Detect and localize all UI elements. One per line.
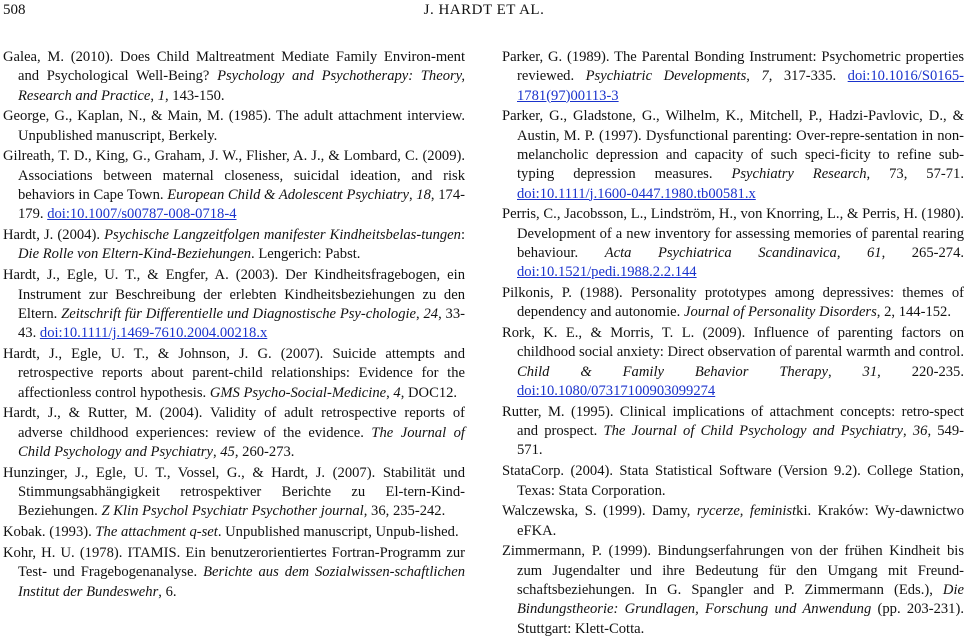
ref-text: ,	[836, 244, 867, 261]
ref-authors-text: Hardt, J. (2004).	[3, 227, 105, 244]
ref-volume-italic: 61	[866, 244, 882, 261]
ref-volume-italic: 24	[423, 305, 439, 322]
ref-title-italic: Journal of Personality Disorders	[683, 304, 877, 321]
ref-text: ,	[386, 384, 394, 401]
ref-title-italic: rycerze, feminist	[696, 503, 797, 520]
reference-entry	[502, 324, 964, 401]
ref-authors-text: Parker, G. (1989). The Parental Bonding Instrument: Psychometric properties reviewed.	[502, 49, 964, 85]
ref-pages: , 317-335.	[768, 68, 848, 85]
ref-text: ,	[416, 305, 424, 322]
ref-title-italic: Child & Family Behavior Therapy	[517, 363, 828, 380]
ref-pages: , 265-274.	[881, 244, 965, 261]
ref-authors-text: Perris, C., Jacobsson, L., Lindström, H., von Knorring, L., & Perris, H. (1980). Development of a new inventory for assessing memories of parental rearing behaviour.	[502, 206, 964, 261]
ref-authors-text: Hardt, J., Egle, U. T., & Engfer, A. (2003). Der Kindheitsfragebogen, ein Instrument zur Beschreibung der erlebten Kindheitsbeziehungen zu den Eltern.	[3, 267, 465, 322]
ref-text: ,	[150, 87, 158, 104]
page-header	[0, 2, 968, 24]
ref-text: ,	[363, 503, 372, 520]
ref-title-italic: Zeitschrift für Differentielle und Diagnostische Psy-chologie	[61, 305, 417, 322]
reference-entry	[502, 284, 964, 323]
doi-link[interactable]: doi:10.1111/j.1469-7610.2004.00218.x	[39, 325, 268, 342]
ref-authors-text: Parker, G., Gladstone, G., Wilhelm, K., Mitchell, P., Hadzi-Pavlovic, D., & Austin, M. P. (1997). Dysfunctional parenting: Over-repre-sentation in non-melancholic depression and capacity of such speci-ficity to refine sub-typing depression measures.	[502, 108, 964, 183]
ref-volume-italic: 18	[416, 187, 431, 204]
reference-entry	[3, 107, 465, 146]
ref-authors-text: Rutter, M. (1995). Clinical implications of attachment concepts: retro-spect and prospect.	[502, 403, 964, 440]
ref-title-italic: GMS Psycho-Social-Medicine	[209, 384, 387, 401]
ref-pages: , DOC12.	[400, 384, 458, 401]
left-column	[3, 48, 465, 603]
ref-text: ki. Kraków: Wy-dawnictwo eFKA.	[517, 503, 964, 539]
ref-authors-text: Kobak. (1993).	[3, 524, 96, 541]
ref-title-italic: Psychology and Psychotherapy: Theory, Research and Practice	[18, 68, 465, 104]
ref-title-italic: Berichte aus dem Sozialwissen-schaftlichen Institut der Bundeswehr	[18, 564, 465, 600]
doi-link[interactable]: doi:10.1016/S0165-1781(97)00113-3	[517, 68, 965, 104]
ref-pages: 73, 57-71.	[889, 166, 964, 183]
ref-pages: , 6.	[158, 583, 177, 600]
ref-authors-text: Hunzinger, J., Egle, U. T., Vossel, G., & Hardt, J. (2007). Stabilität und Stimmungsabhängigkeit retrospektiver Berichte zu El-tern-Kind-Beziehungen.	[3, 464, 465, 520]
ref-volume-italic: Die Rolle von Eltern-Kind-Beziehungen	[18, 246, 252, 263]
right-column	[502, 48, 964, 640]
reference-entry	[3, 345, 465, 403]
reference-entry	[502, 48, 964, 106]
doi-link[interactable]: doi:10.1521/pedi.1988.2.2.144	[517, 264, 697, 281]
ref-volume-italic: 45	[220, 443, 235, 460]
reference-entry	[3, 147, 465, 224]
running-title: J. HARDT ET AL.	[423, 2, 545, 18]
ref-volume-italic: 36	[912, 423, 928, 440]
reference-entry	[3, 523, 465, 542]
ref-text: (pp. 203-231). Stuttgart: Klett-Cotta.	[517, 601, 964, 637]
page-number: 508	[3, 2, 26, 18]
ref-text: ,	[866, 166, 890, 183]
ref-authors-text: Kohr, H. U. (1978). ITAMIS. Ein benutzerorientiertes Fortran-Programm zur Test- und Fragebogenanalyse.	[3, 544, 465, 581]
ref-pages: . Lengerich: Pabst.	[251, 246, 361, 263]
ref-text: ,	[876, 304, 885, 321]
ref-authors-text: Hardt, J., Egle, U. T., & Johnson, J. G. (2007). Suicide attempts and retrospective reports about parent-child relationships: Evidence for the affectionless control hypothesis.	[3, 345, 465, 401]
reference-entry	[502, 462, 964, 501]
ref-volume-italic: 1	[157, 87, 165, 104]
ref-pages: 2, 144-152.	[884, 304, 951, 321]
ref-title-italic: The Journal of Child Psychology and Psychiatry	[603, 423, 904, 440]
ref-volume-italic: 31	[862, 363, 878, 380]
ref-pages: , 174-179.	[18, 187, 465, 223]
ref-authors-text: Rork, K. E., & Morris, T. L. (2009). Influence of parenting factors on childhood social anxiety: Direct observation of parental warmth and control.	[502, 325, 964, 361]
ref-title-italic: European Child & Adolescent Psychiatry	[167, 187, 409, 204]
doi-link[interactable]: doi:10.1007/s00787-008-0718-4	[47, 206, 237, 223]
reference-entry	[502, 403, 964, 461]
reference-entry	[502, 502, 964, 541]
reference-entry	[3, 226, 465, 265]
ref-volume-italic: 4	[393, 384, 401, 401]
ref-pages: . Unpublished manuscript, Unpub-lished.	[217, 524, 459, 541]
ref-pages: , 143-150.	[164, 87, 225, 104]
ref-pages: , 220-235.	[877, 363, 965, 380]
ref-text: ,	[408, 187, 417, 204]
ref-title-italic: Psychiatry Research	[731, 166, 867, 183]
ref-authors-text: Hardt, J., & Rutter, M. (2004). Validity of adult retrospective reports of adverse childhood experiences: review of the evidence.	[3, 405, 465, 441]
ref-title-italic: Psychiatric Developments	[585, 68, 747, 85]
ref-text: ,	[903, 423, 913, 440]
ref-authors-text: Gilreath, T. D., King, G., Graham, J. W., Flisher, A. J., & Lombard, C. (2009). Associations between maternal closeness, suicidal ideation, and risk behaviors in Cape Town.	[3, 148, 465, 204]
reference-entry	[3, 544, 465, 602]
ref-authors-text: Zimmermann, P. (1999). Bindungserfahrungen von der frühen Kindheit bis zum Jugendalter und ihre Bedeutung für den Umgang mit Freund-schaftsbeziehungen. In G. Spangler and P. Zimmermann (Eds.),	[502, 543, 964, 599]
reference-entry	[3, 266, 465, 343]
ref-authors-text: StataCorp. (2004). Stata Statistical Software (Version 9.2). College Station, Texas: Stata Corporation.	[502, 463, 964, 499]
reference-entry	[3, 404, 465, 462]
reference-entry	[502, 205, 964, 282]
reference-entry	[502, 107, 964, 203]
ref-text: ,	[827, 363, 863, 380]
ref-text: ,	[746, 68, 762, 85]
reference-entry	[3, 464, 465, 522]
doi-link[interactable]: doi:10.1111/j.1600-0447.1980.tb00581.x	[517, 185, 756, 202]
ref-authors-text: Pilkonis, P. (1988). Personality prototypes among depressives: themes of dependency and autonomie.	[502, 285, 964, 321]
ref-authors-text: George, G., Kaplan, N., & Main, M. (1985). The adult attachment interview. Unpublished manuscript, Berkely.	[3, 108, 465, 144]
ref-pages: , 260-273.	[234, 443, 295, 460]
ref-pages: , 33-43.	[18, 305, 465, 342]
ref-text: ,	[212, 443, 221, 460]
ref-title-italic: The attachment q-set	[95, 524, 218, 541]
ref-authors-text: Walczewska, S. (1999). Damy,	[502, 503, 697, 520]
ref-title-italic: Acta Psychiatrica Scandinavica	[604, 244, 837, 261]
ref-title-italic: Die Bindungstheorie: Grundlagen, Forschung und Anwendung	[517, 582, 964, 618]
ref-pages: 36, 235-242.	[371, 503, 446, 520]
ref-volume-italic: 7	[761, 68, 769, 85]
ref-title-italic: Psychische Langzeitfolgen manifester Kindheitsbelas-tungen	[104, 227, 461, 244]
ref-pages: , 549-571.	[517, 423, 964, 459]
ref-title-italic: Z Klin Psychol Psychiatr Psychother journal	[101, 503, 364, 520]
reference-entry	[502, 542, 964, 638]
ref-title-italic: The Journal of Child Psychology and Psychiatry	[18, 424, 465, 460]
ref-authors-text: Galea, M. (2010). Does Child Maltreatment Mediate Family Environ-ment and Psychological Well-Being?	[3, 49, 465, 85]
reference-entry	[3, 48, 465, 106]
ref-text: :	[460, 227, 465, 244]
doi-link[interactable]: doi:10.1080/07317100903099274	[517, 383, 716, 400]
